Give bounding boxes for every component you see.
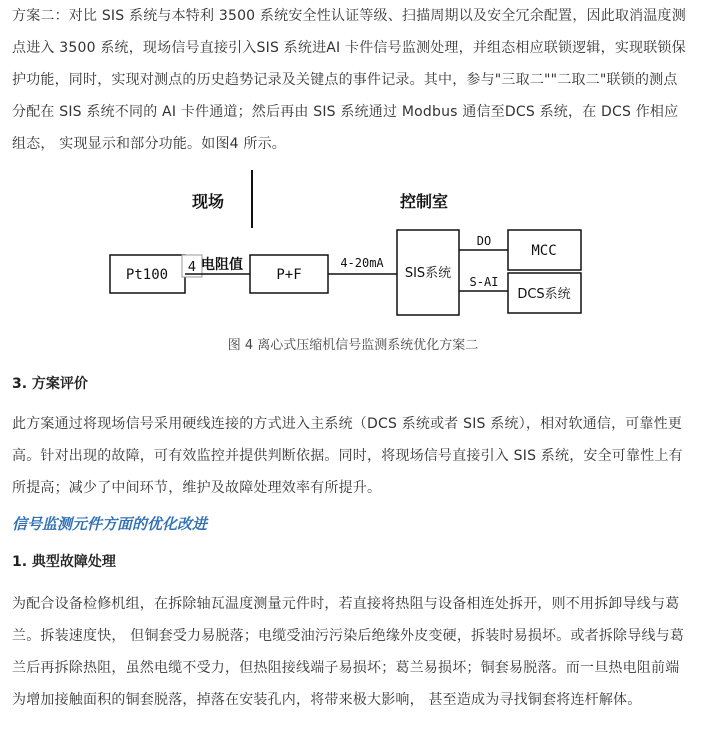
sis-label: SIS系统 [404, 266, 452, 281]
fault-paragraph: 为配合设备检修机组，在拆除轴瓦温度测量元件时，若直接将热阻与设备相连处拆开，则不用拆卸导线与葛兰。拆装速度快， 但铜套受力易脱落；电缆受油污污染后绝缘外皮变硬，拆装时易损坏。或者拆除导线与葛兰后再拆除热阻，虽然电缆不受力，但热阻接线端子易损坏；葛兰易损坏；铜套易脱落。而一旦热电阻前端为增加接触面积的铜套脱落，掉落在安装孔内，将带来极大影响， 甚至造成为寻找铜套将连杆解体。 [12, 596, 685, 708]
badge-label: 4 [187, 260, 197, 275]
dcs-label: DCS系统 [517, 287, 571, 302]
signal-flow-diagram [100, 160, 600, 320]
figure-caption: 图 4 离心式压缩机信号监测系统优化方案二 [227, 338, 479, 353]
section-heading-fault: 1. 典型故障处理 [12, 554, 116, 570]
mcc-label: MCC [531, 243, 557, 259]
section-heading-evaluation: 3. 方案评价 [12, 376, 88, 392]
evaluation-paragraph: 此方案通过将现场信号采用硬线连接的方式进入主系统（DCS 系统或者 SIS 系统），相对软通信，可靠性更高。针对出现的故障，可有效监控并提供判断依据。同时，将现场信号直接引入 SIS 系统，安全可靠性上有所提高；减少了中间环节，维护及故障处理效率有所提升。 [12, 416, 683, 496]
signal-label: 4-20mA [340, 256, 384, 270]
sai-label: S-AI [469, 275, 499, 289]
resistance-label: 电阻值 [201, 257, 243, 273]
control-room-label: 控制室 [399, 192, 449, 211]
scheme-paragraph: 方案二：对比 SIS 系统与本特利 3500 系统安全性认证等级、扫描周期以及安全冗余配置，因此取消温度测点进入 3500 系统，现场信号直接引入SIS 系统进AI 卡件信号监测处理，并组态相应联锁逻辑，实现联锁保护功能，同时，实现对测点的历史趋势记录及关键点的事件记录。其中，参与"三取二""二取二"联锁的测点分配在 SIS 系统不同的 AI 卡件通道；然后再由 SIS 系统通过 Modbus 通信至DCS 系统，在 DCS 作相应组态， 实现显示和部分功能。如图4 所示。 [12, 8, 686, 152]
field-label: 现场 [191, 192, 225, 211]
do-label: DO [476, 234, 492, 248]
pf-label: P+F [276, 267, 302, 283]
section-title-optimization: 信号监测元件方面的优化改进 [12, 515, 208, 533]
pt100-label: Pt100 [125, 267, 169, 283]
